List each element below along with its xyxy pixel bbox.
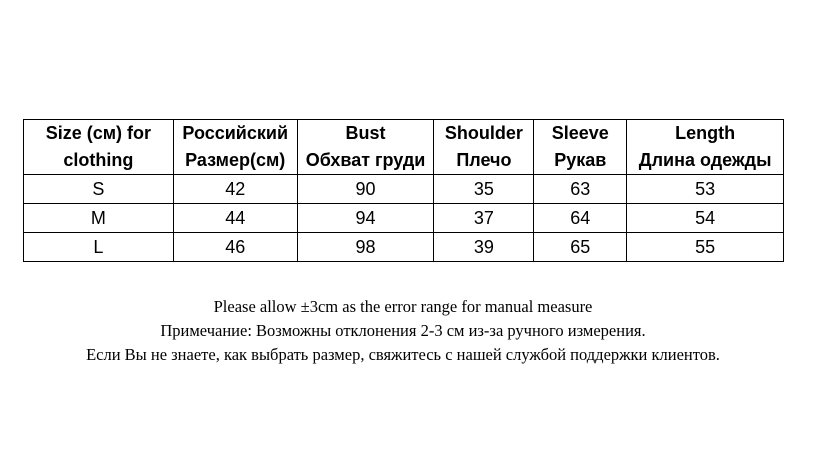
- header-russian-size: Российский Размер(см): [173, 120, 297, 175]
- cell-russian-size: 44: [173, 204, 297, 233]
- cell-length: 53: [627, 175, 784, 204]
- header-sleeve: Sleeve Рукав: [534, 120, 627, 175]
- cell-sleeve: 63: [534, 175, 627, 204]
- cell-shoulder: 37: [434, 204, 534, 233]
- note-russian-tolerance: Примечание: Возможны отклонения 2-3 см из-за ручного измерения.: [160, 321, 646, 340]
- cell-russian-size: 46: [173, 233, 297, 262]
- header-shoulder: Shoulder Плечо: [434, 120, 534, 175]
- table-row: [24, 204, 784, 233]
- cell-size: S: [24, 175, 174, 204]
- note-english: Please allow ±3cm as the error range for manual measure: [213, 297, 593, 316]
- cell-length: 55: [627, 233, 784, 262]
- header-size: Size (см) for clothing: [24, 120, 174, 175]
- cell-bust: 94: [297, 204, 434, 233]
- note-russian-support: Если Вы не знаете, как выбрать размер, свяжитесь с нашей службой поддержки клиентов.: [86, 345, 720, 364]
- cell-size: L: [24, 233, 174, 262]
- size-chart-table: [23, 119, 784, 262]
- table-row: [24, 233, 784, 262]
- table-header-row: [24, 120, 784, 175]
- header-bust: Bust Обхват груди: [297, 120, 434, 175]
- cell-sleeve: 65: [534, 233, 627, 262]
- header-length: Length Длина одежды: [627, 120, 784, 175]
- cell-sleeve: 64: [534, 204, 627, 233]
- cell-shoulder: 39: [434, 233, 534, 262]
- cell-bust: 98: [297, 233, 434, 262]
- cell-length: 54: [627, 204, 784, 233]
- table-row: [24, 175, 784, 204]
- cell-bust: 90: [297, 175, 434, 204]
- measurement-notes: [0, 295, 806, 367]
- cell-shoulder: 35: [434, 175, 534, 204]
- cell-size: M: [24, 204, 174, 233]
- cell-russian-size: 42: [173, 175, 297, 204]
